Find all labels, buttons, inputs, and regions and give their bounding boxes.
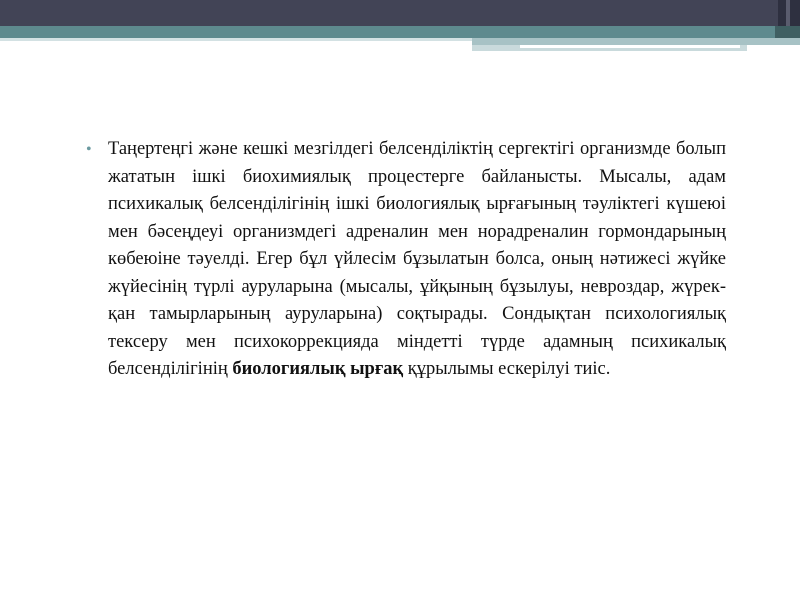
paragraph-bold-term: биологиялық ырғақ	[232, 359, 404, 379]
header-dark-band	[0, 0, 800, 26]
bullet-icon: •	[86, 141, 92, 158]
bullet-paragraph	[108, 136, 726, 384]
bullet-item	[86, 136, 726, 384]
paragraph-text-end: құрылымы ескерілуі тиіс.	[403, 359, 611, 379]
header-accent-stripe	[786, 0, 790, 26]
header-teal-accent	[775, 26, 800, 38]
paragraph-text-main: Таңертеңгі және кешкі мезгілдегі белсенділіктің сергектігі организмде болып жататын ішкі биохимиялық процестерге байланысты. Мысалы, адам психикалық белсенділігінің ішкі биологиялық ырғағының тәуліктегі күшеюі мен бәсеңдеуі организмдегі адреналин мен норадреналин гормондарының көбеюіне тәуелді. Егер бұл үйлесім бұзылатын болса, оның нәтижесі жүйке жүйесінің түрлі ауруларына (мысалы, ұйқының бұзылуы, невроздар, жүрек-қан тамырларының ауруларына) соқтырады. Сондықтан психологиялық тексеру мен психокоррекцияда міндетті түрде адамның психикалық белсенділігінің	[108, 139, 726, 379]
header-teal-band	[0, 26, 800, 38]
header-light-stripe-right	[472, 38, 800, 45]
slide-body	[86, 136, 726, 384]
header-light-stripe-left	[0, 38, 472, 41]
header-light-stripe-gap	[520, 45, 740, 48]
